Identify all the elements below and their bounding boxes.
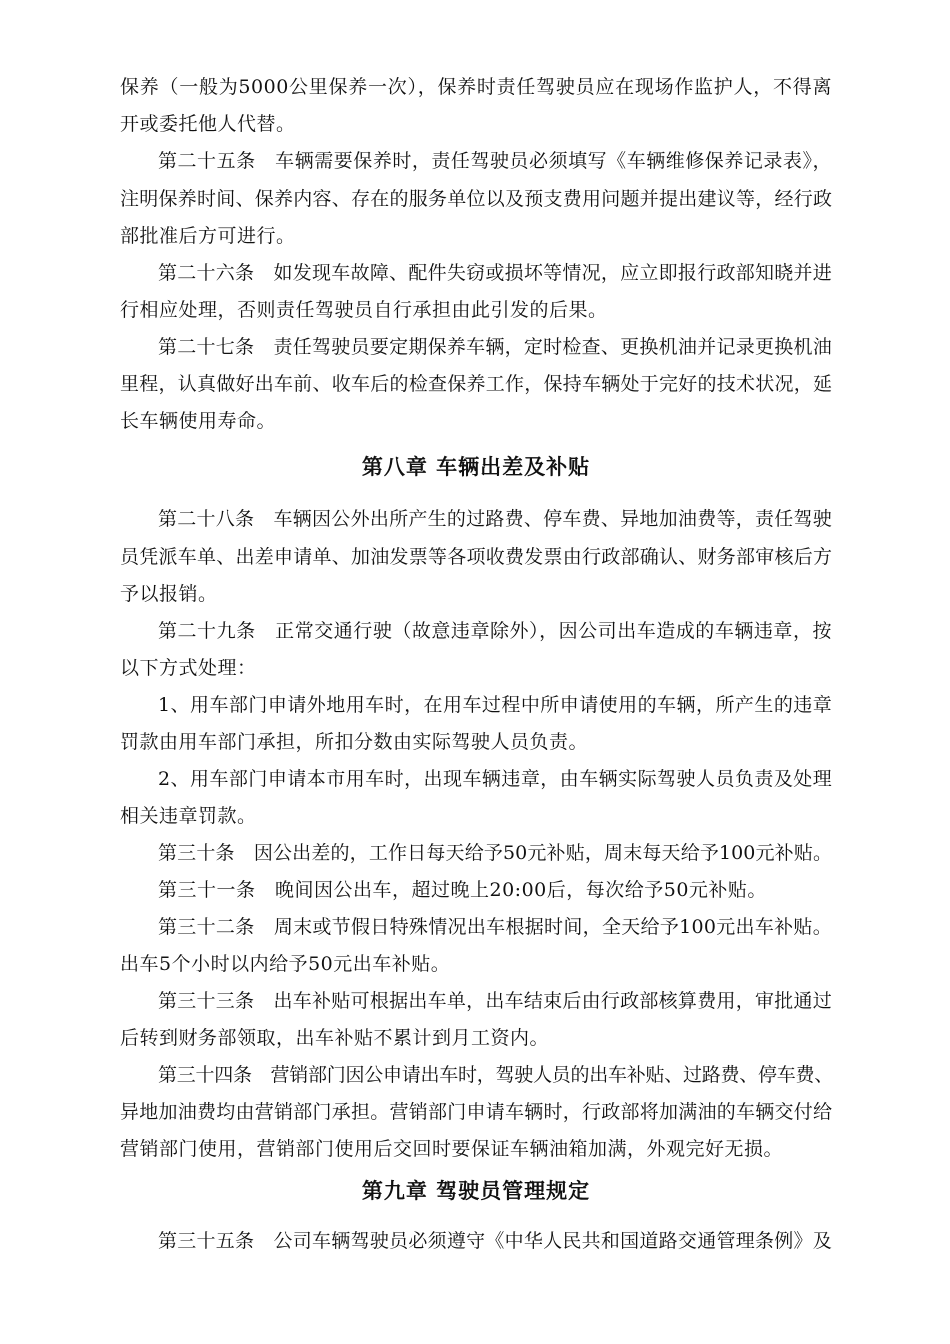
text-line: 相关违章罚款。	[120, 805, 257, 827]
text-line: 开或委托他人代替。	[120, 113, 296, 135]
list-item-2-line: 2、用车部门申请本市用车时，出现车辆违章，由车辆实际驾驶人员负责及处理	[158, 768, 832, 790]
article-32-line: 第三十二条 周末或节假日特殊情况出车根据时间，全天给予100元出车补贴。	[158, 916, 832, 938]
text-line: 罚款由用车部门承担，所扣分数由实际驾驶人员负责。	[120, 731, 589, 753]
text-line: 里程，认真做好出车前、收车后的检查保养工作，保持车辆处于完好的技术状况，延	[120, 373, 833, 395]
article-29-line: 第二十九条 正常交通行驶（故意违章除外），因公司出车造成的车辆违章，按	[158, 620, 832, 642]
text-line: 长车辆使用寿命。	[120, 410, 277, 432]
article-34-line: 第三十四条 营销部门因公申请出车时，驾驶人员的出车补贴、过路费、停车费、	[158, 1064, 834, 1086]
text-line: 以下方式处理：	[120, 657, 257, 679]
text-line: 后转到财务部领取，出车补贴不累计到月工资内。	[120, 1027, 550, 1049]
text-line: 员凭派车单、出差申请单、加油发票等各项收费发票由行政部确认、财务部审核后方	[120, 546, 833, 568]
article-25-line: 第二十五条 车辆需要保养时，责任驾驶员必须填写《车辆维修保养记录表》，	[158, 150, 832, 172]
article-35-line: 第三十五条 公司车辆驾驶员必须遵守《中华人民共和国道路交通管理条例》及	[158, 1230, 832, 1252]
text-line: 部批准后方可进行。	[120, 225, 296, 247]
chapter-8-heading: 第八章 车辆出差及补贴	[361, 455, 591, 479]
article-27-line: 第二十七条 责任驾驶员要定期保养车辆，定时检查、更换机油并记录更换机油	[158, 336, 832, 358]
text-line: 营销部门使用，营销部门使用后交回时要保证车辆油箱加满，外观完好无损。	[120, 1138, 784, 1160]
text-line: 予以报销。	[120, 583, 218, 605]
text-line: 异地加油费均由营销部门承担。营销部门申请车辆时，行政部将加满油的车辆交付给	[120, 1101, 833, 1123]
text-line: 行相应处理，否则责任驾驶员自行承担由此引发的后果。	[120, 299, 608, 321]
list-item-1-line: 1、用车部门申请外地用车时，在用车过程中所申请使用的车辆，所产生的违章	[158, 694, 832, 716]
chapter-9-heading: 第九章 驾驶员管理规定	[361, 1179, 591, 1203]
text-line: 保养（一般为5000公里保养一次），保养时责任驾驶员应在现场作监护人，不得离	[120, 76, 832, 98]
article-33-line: 第三十三条 出车补贴可根据出车单，出车结束后由行政部核算费用，审批通过	[158, 990, 832, 1012]
text-line: 注明保养时间、保养内容、存在的服务单位以及预支费用问题并提出建议等，经行政	[120, 188, 833, 210]
article-31-line: 第三十一条 晚间因公出车，超过晚上20:00后，每次给予50元补贴。	[158, 879, 767, 901]
article-28-line: 第二十八条 车辆因公外出所产生的过路费、停车费、异地加油费等，责任驾驶	[158, 508, 832, 530]
article-26-line: 第二十六条 如发现车故障、配件失窃或损坏等情况，应立即报行政部知晓并进	[158, 262, 832, 284]
text-line: 出车5个小时以内给予50元出车补贴。	[120, 953, 451, 975]
article-30-line: 第三十条 因公出差的，工作日每天给予50元补贴，周末每天给予100元补贴。	[158, 842, 832, 864]
